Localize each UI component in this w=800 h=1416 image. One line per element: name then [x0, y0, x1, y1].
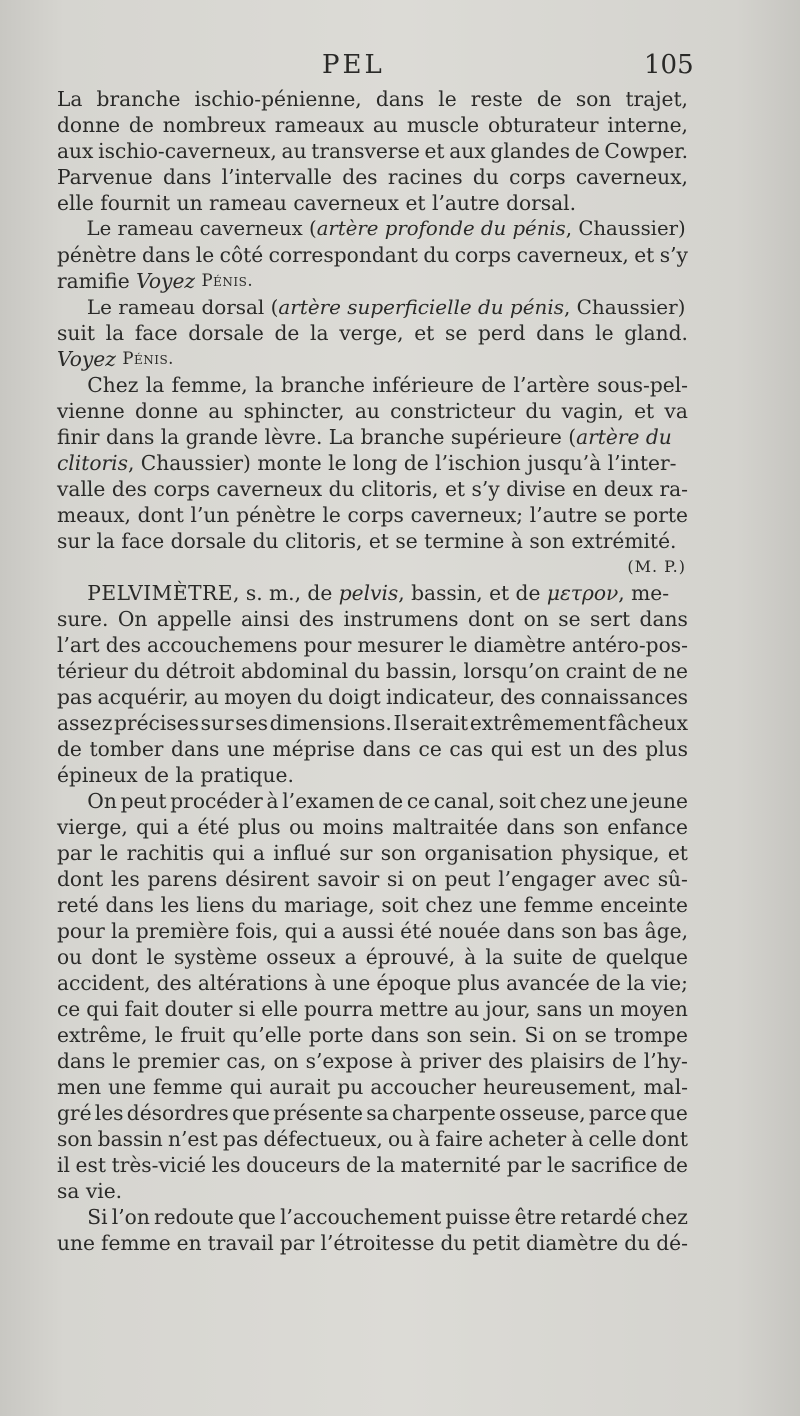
- text-line: aux ischio-caverneux, au transverse et aux glandes de Cowper.: [57, 139, 688, 163]
- greek-word: μετρον: [546, 581, 619, 605]
- italic-term: clitoris: [57, 451, 128, 475]
- cross-reference: Pénis.: [201, 271, 254, 290]
- text-line: meaux, dont l’un pénètre le corps caverneux; l’autre se porte: [57, 503, 688, 527]
- text-line: de tomber dans une méprise dans ce cas qui est un des plus: [57, 737, 688, 761]
- text-line: sure. On appelle ainsi des instrumens dont on se sert dans: [57, 607, 688, 631]
- text-line: dont les parens désirent savoir si on peut l’engager avec sû-: [57, 867, 688, 891]
- text-line: Chez la femme, la branche inférieure de l’artère sous-pel-: [87, 373, 688, 397]
- text-line: épineux de la pratique.: [57, 763, 294, 787]
- text-line: vierge, qui a été plus ou moins maltraitée dans son enfance: [57, 815, 688, 839]
- author-signature: (M. P.): [627, 557, 686, 576]
- page-number: 105: [644, 50, 694, 80]
- italic-term: artère du: [576, 425, 672, 449]
- cross-reference: Pénis.: [122, 349, 174, 368]
- text-line: suit la face dorsale de la verge, et se perd dans le gland.: [57, 321, 688, 345]
- text-line: sa vie.: [57, 1179, 123, 1203]
- text-line: sur la face dorsale du clitoris, et se termine à son extrémité.: [57, 529, 677, 553]
- text-line: clitoris, Chaussier) monte le long de l’ischion jusqu’à l’inter-: [57, 451, 677, 475]
- text-line: finir dans la grande lèvre. La branche supérieure (artère du: [57, 425, 672, 449]
- text-line: son bassin n’est pas défectueux, ou à faire acheter à celle dont: [57, 1127, 688, 1151]
- text-line: une femme en travail par l’étroitesse du petit diamètre du dé-: [57, 1231, 688, 1255]
- text-line: l’art des accouchemens pour mesurer le diamètre antéro-pos-: [57, 633, 688, 657]
- text-line: elle fournit un rameau caverneux et l’autre dorsal.: [57, 191, 577, 215]
- italic-term: artère superficielle du pénis: [278, 295, 564, 319]
- text-line: donne de nombreux rameaux au muscle obturateur interne,: [57, 113, 688, 137]
- text-line: pas acquérir, au moyen du doigt indicateur, des connaissances: [57, 685, 688, 709]
- text-line: dans le premier cas, on s’expose à priver des plaisirs de l’hy-: [57, 1049, 688, 1073]
- page-body: [57, 86, 688, 1256]
- running-head: PEL: [322, 50, 385, 80]
- italic-term: artère profonde du pénis: [316, 217, 566, 240]
- text-line: ce qui fait douter si elle pourra mettre au jour, sans un moyen: [57, 997, 688, 1021]
- text-line: gré les désordres que présente sa charpente osseuse, parce que: [57, 1101, 688, 1125]
- text-line: par le rachitis qui a influé sur son organisation physique, et: [57, 841, 688, 865]
- text-line: Le rameau caverneux (artère profonde du pénis, Chaussier): [86, 217, 686, 240]
- text-line: vienne donne au sphincter, au constricteur du vagin, et va: [57, 399, 688, 423]
- text-line: ramifie Voyez Pénis.: [57, 269, 254, 293]
- text-line: pour la première fois, qui a aussi été nouée dans son bas âge,: [57, 919, 688, 943]
- text-line: térieur du détroit abdominal du bassin, lorsqu’on craint de ne: [57, 659, 688, 683]
- text-line: Si l’on redoute que l’accouchement puisse être retardé chez: [87, 1205, 688, 1229]
- text-line: [57, 346, 688, 372]
- page-header: [0, 50, 800, 86]
- entry-line: PELVIMÈTRE, s. m., de pelvis, bassin, et de μετρον, me-: [87, 581, 670, 605]
- text-line: Parvenue dans l’intervalle des racines du corps caverneux,: [57, 165, 688, 189]
- text-line: extrême, le fruit qu’elle porte dans son sein. Si on se trompe: [57, 1023, 688, 1047]
- text-line: pénètre dans le côté correspondant du corps caverneux, et s’y: [57, 243, 688, 267]
- text-line: On peut procéder à l’examen de ce canal, soit chez une jeune: [87, 789, 688, 813]
- text-line: La branche ischio-pénienne, dans le reste de son trajet,: [57, 87, 688, 111]
- text-line: ou dont le système osseux a éprouvé, à la suite de quelque: [57, 945, 688, 969]
- text-line: accident, des altérations à une époque plus avancée de la vie;: [57, 971, 688, 995]
- text-line: assez précises sur ses dimensions. Il serait extrêmement fâcheux: [57, 711, 688, 735]
- text-line: il est très-vicié les douceurs de la maternité par le sacrifice de: [57, 1153, 688, 1177]
- entry-headword: PELVIMÈTRE: [87, 581, 233, 605]
- text-line: men une femme qui aurait pu accoucher heureusement, mal-: [57, 1075, 688, 1099]
- text-line: valle des corps caverneux du clitoris, et s’y divise en deux ra-: [57, 477, 688, 501]
- see-reference: Voyez: [57, 347, 116, 371]
- text-line: Le rameau dorsal (artère superficielle du pénis, Chaussier): [86, 295, 686, 319]
- text-line: reté dans les liens du mariage, soit chez une femme enceinte: [57, 893, 688, 917]
- see-reference: Voyez: [136, 269, 196, 293]
